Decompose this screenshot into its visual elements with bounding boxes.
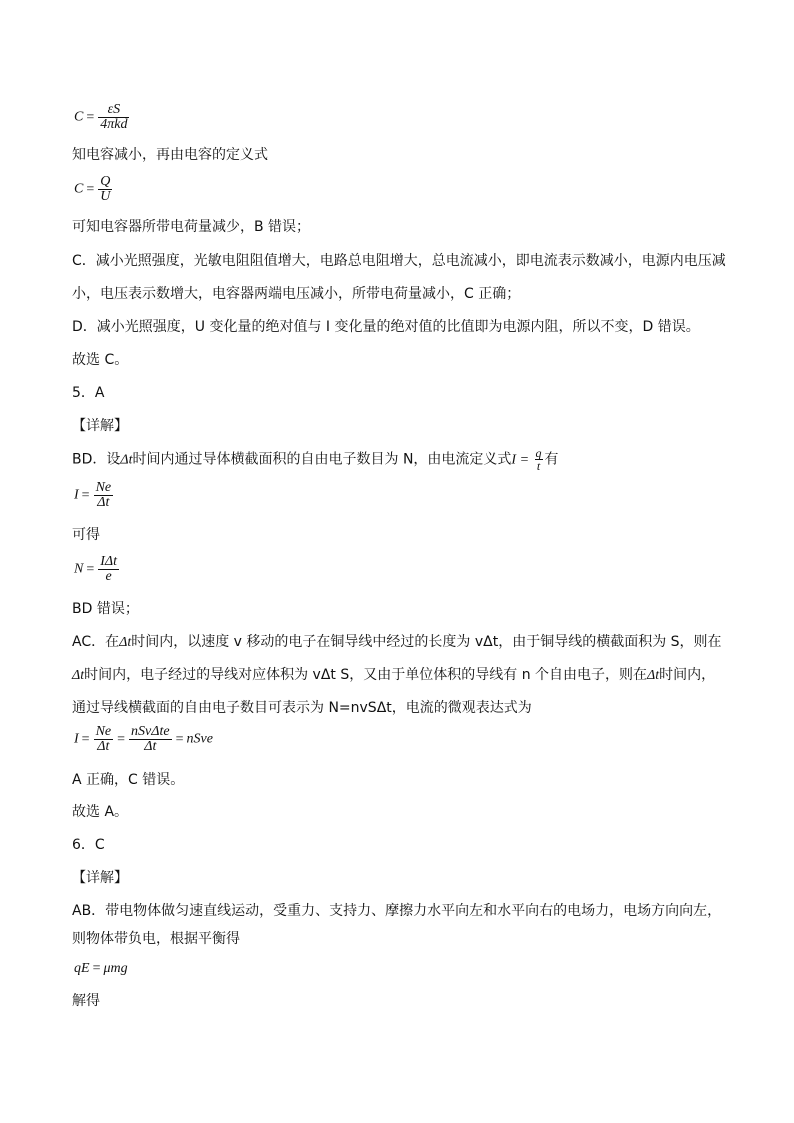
- detail-heading: 【详解】: [72, 870, 128, 886]
- formula-numerator: εS: [98, 103, 129, 118]
- inline-fraction: $\frac{q}{t}$: [535, 446, 542, 473]
- formula-capacitance-definition: C = $\frac{Q}{U}$: [74, 174, 111, 204]
- formula-lhs: C: [74, 181, 84, 197]
- ab-line-1: AB．带电物体做匀速直线运动，受重力、支持力、摩擦力水平向左和水平向右的电场力，电场方向向左，: [72, 903, 722, 919]
- text-line: 可得: [72, 527, 100, 543]
- ac-line-3: 通过导线横截面的自由电子数目可表示为 N=nvSΔt，电流的微观表达式为: [72, 700, 532, 716]
- ac-line-1: AC．在Δt时间内，以速度 v 移动的电子在铜导线中经过的长度为 vΔt，由于铜导线的横截面积为 S，则在: [72, 634, 722, 650]
- question-5-answer: 5．A: [72, 385, 105, 401]
- text-line: A 正确，C 错误。: [72, 772, 185, 788]
- answer-line: 故选 A。: [72, 804, 129, 820]
- ac-line-2: Δt时间内，电子经过的导线对应体积为 vΔt S，又由于单位体积的导线有 n 个自由电子，则在Δt时间内，: [72, 667, 716, 683]
- option-c-line-1: C．减小光照强度，光敏电阻阻值增大，电路总电阻增大，总电流减小，即电流表示数减小，电源内电压减: [72, 253, 726, 269]
- formula-lhs: C: [74, 109, 84, 125]
- formula-current-ne: I = $\frac{Ne}{\Delta t}$: [74, 480, 112, 510]
- question-6-answer: 6．C: [72, 837, 105, 853]
- formula-denominator: 4πkd: [100, 117, 128, 132]
- formula-numerator: Q: [100, 174, 111, 189]
- text-line: 知电容减小，再由电容的定义式: [72, 147, 268, 163]
- ab-line-2: 则物体带负电，根据平衡得: [72, 931, 240, 947]
- formula-micro-current: I = $\frac{Ne}{\Delta t}$ = $\frac{\text{nSvΔte}}{\Delta t}$ = nSve: [74, 724, 213, 754]
- formula-electron-number: N = $\frac{\text{IΔt}}{e}$: [74, 554, 118, 584]
- formula-balance: qE = μmg: [74, 961, 128, 976]
- text-line: 可知电容器所带电荷量减少，B 错误；: [72, 219, 311, 235]
- bd-line: BD．设Δt时间内通过导体横截面积的自由电子数目为 N，由电流定义式I = $\frac{q}{t}$ 有: [72, 446, 559, 473]
- option-c-line-2: 小，电压表示数增大，电容器两端电压减小，所带电荷量减小，C 正确；: [72, 286, 521, 302]
- text-line: 解得: [72, 993, 100, 1009]
- formula-capacitance-decision: C = $\frac{\varepsilon S}{\text{4πkd}}$: [74, 102, 128, 132]
- option-d-line: D．减小光照强度，U 变化量的绝对值与 I 变化量的绝对值的比值即为电源内阻，所以不变，D 错误。: [72, 319, 700, 335]
- formula-denominator: U: [100, 189, 111, 204]
- answer-line: 故选 C。: [72, 352, 129, 368]
- detail-heading: 【详解】: [72, 418, 128, 434]
- text-line: BD 错误；: [72, 601, 139, 617]
